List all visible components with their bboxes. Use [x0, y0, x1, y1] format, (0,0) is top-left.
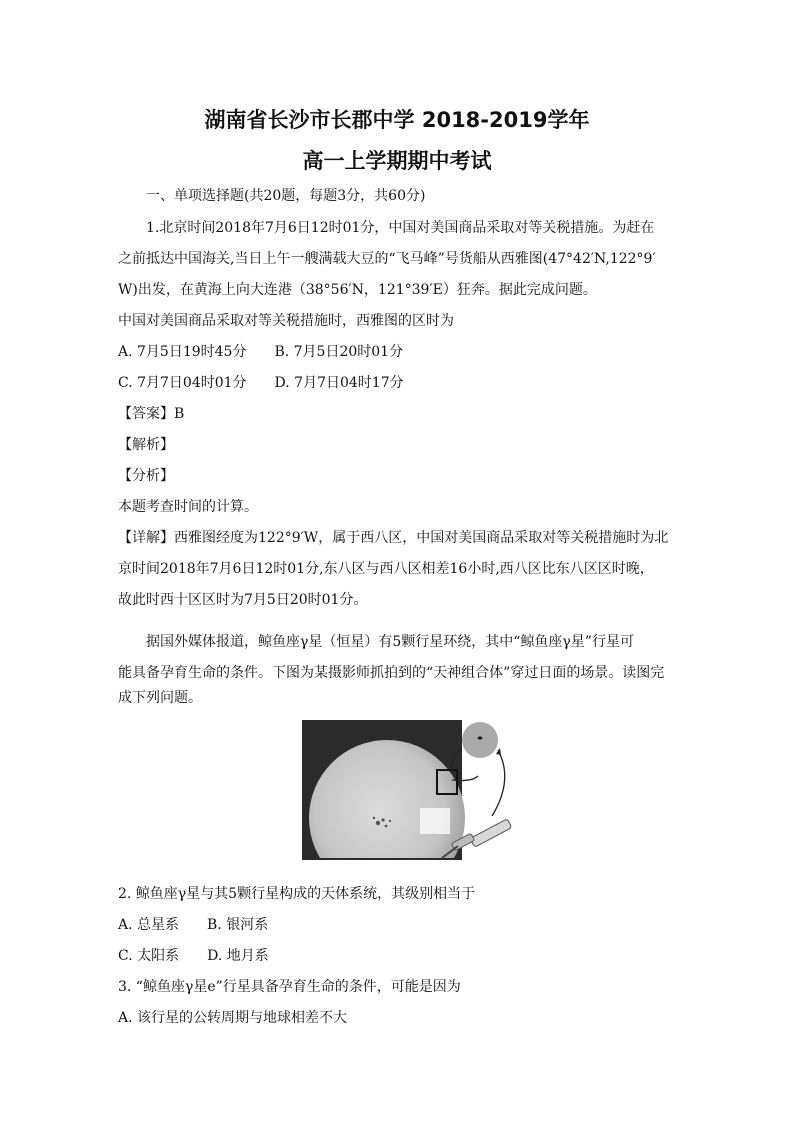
q1-detail-line: 【详解】西雅图经度为122°9′W，属于西八区，中国对美国商品采取对等关税措施时为北: [118, 530, 669, 546]
return-arrow: [492, 750, 505, 816]
q2-options: A. 总星系 B. 银河系: [118, 917, 269, 933]
passage-line: 成下列问题。: [118, 690, 202, 706]
q3-option-a: A. 该行星的公转周期与地球相差不大: [118, 1010, 348, 1026]
q1-stem-line: W)出发，在黄海上向大连港（38°56′N，121°39′E）狂奔。据此完成问题。: [118, 282, 597, 298]
q2-stem: 2. 鲸鱼座γ星与其5颗行星构成的天体系统，其级别相当于: [118, 886, 476, 902]
sun-transit-photo: [302, 720, 518, 860]
q1-detail-line: 京时间2018年7月6日12时01分,东八区与西八区相差16小时,西八区比东八区区时晚，: [118, 561, 654, 577]
page-title: 湖南省长沙市长郡中学 2018-2019学年: [204, 108, 590, 132]
q1-detail-line: 故此时西十区区时为7月5日20时01分。: [118, 592, 368, 608]
q1-fenxi-label: 【分析】: [118, 468, 174, 484]
q1-question: 中国对美国商品采取对等关税措施时，西雅图的区时为: [118, 313, 454, 329]
q1-options: C. 7月7日04时01分 D. 7月7日04时17分: [118, 375, 404, 391]
q3-stem: 3. “鲸鱼座γ星e”行星具备孕育生命的条件，可能是因为: [118, 979, 461, 995]
q2-options: C. 太阳系 D. 地月系: [118, 948, 269, 964]
q1-options: A. 7月5日19时45分 B. 7月5日20时01分: [118, 344, 404, 360]
passage-line: 据国外媒体报道，鲸鱼座γ星（恒星）有5颗行星环绕，其中“鲸鱼座γ星”行星可: [146, 634, 634, 650]
passage-line: 能具备孕育生命的条件。下图为某摄影师抓拍到的“天神组合体”穿过日面的场景。读图完: [118, 665, 665, 681]
q1-analysis-label: 【解析】: [118, 437, 174, 453]
q1-stem-line: 1.北京时间2018年7月6日12时01分，中国对美国商品采取对等关税措施。为赶在: [146, 220, 655, 236]
q1-fenxi-text: 本题考查时间的计算。: [118, 499, 258, 515]
section-heading: 一、单项选择题(共20题，每题3分，共60分): [146, 188, 426, 204]
q1-stem-line: 之前抵达中国海关,当日上午一艘满载大豆的“飞马峰”号货船从西雅图(47°42′N,122°9′: [118, 251, 656, 267]
photo-blur-patch: [420, 808, 450, 834]
q1-answer: 【答案】B: [118, 406, 185, 422]
page-subtitle: 高一上学期期中考试: [302, 149, 492, 173]
